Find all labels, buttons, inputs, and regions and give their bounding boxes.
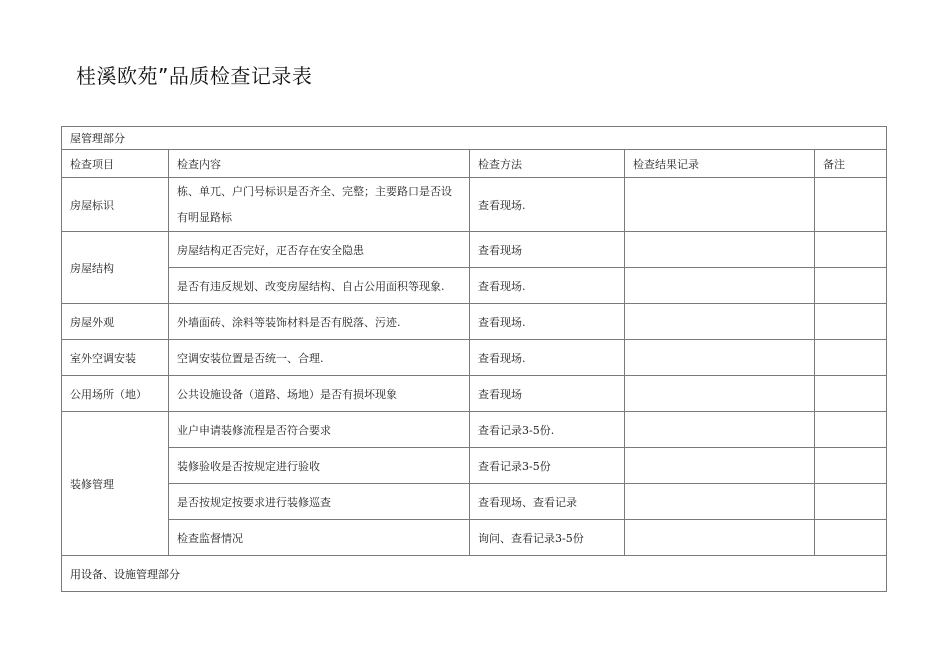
result-cell[interactable]	[625, 484, 815, 520]
header-result: 检查结果记录	[625, 150, 815, 178]
table-row	[62, 232, 887, 268]
table-row	[62, 412, 887, 448]
method-cell: 查看现场.	[470, 268, 625, 304]
content-cell: 空调安装位置是否统一、合理.	[169, 340, 470, 376]
table-row	[62, 484, 887, 520]
section-header-row	[62, 556, 887, 592]
item-cell: 装修管理	[62, 412, 169, 556]
item-cell: 室外空调安装	[62, 340, 169, 376]
content-cell: 业户申请装修流程是否符合要求	[169, 412, 470, 448]
method-cell: 查看现场	[470, 376, 625, 412]
content-cell: 外墙面砖、涂料等装饰材料是否有脱落、污迹.	[169, 304, 470, 340]
inspection-table	[61, 126, 887, 592]
result-cell[interactable]	[625, 520, 815, 556]
content-cell: 栋、单兀、户门号标识是否齐全、完整；主要路口是否设有明显路标	[169, 178, 470, 232]
table-row	[62, 376, 887, 412]
note-cell[interactable]	[815, 520, 887, 556]
content-cell: 装修验收是否按规定进行验收	[169, 448, 470, 484]
note-cell[interactable]	[815, 448, 887, 484]
table-row	[62, 520, 887, 556]
section-title-housing: 屋管理部分	[62, 127, 887, 150]
table-row	[62, 268, 887, 304]
section-title-facilities: 用设备、设施管理部分	[62, 556, 887, 592]
method-cell: 查看现场.	[470, 178, 625, 232]
result-cell[interactable]	[625, 448, 815, 484]
item-cell: 房屋结构	[62, 232, 169, 304]
note-cell[interactable]	[815, 304, 887, 340]
table-row	[62, 178, 887, 232]
result-cell[interactable]	[625, 304, 815, 340]
note-cell[interactable]	[815, 412, 887, 448]
content-cell: 检查监督情况	[169, 520, 470, 556]
header-item: 检查项目	[62, 150, 169, 178]
item-cell: 公用场所（地）	[62, 376, 169, 412]
item-cell: 房屋外观	[62, 304, 169, 340]
header-note: 备注	[815, 150, 887, 178]
result-cell[interactable]	[625, 376, 815, 412]
note-cell[interactable]	[815, 340, 887, 376]
method-cell: 查看现场、查看记录	[470, 484, 625, 520]
result-cell[interactable]	[625, 340, 815, 376]
page-title: 桂溪欧苑”品质检查记录表	[76, 64, 313, 88]
note-cell[interactable]	[815, 376, 887, 412]
table-row	[62, 448, 887, 484]
section-header-row	[62, 127, 887, 150]
result-cell[interactable]	[625, 178, 815, 232]
table-row	[62, 340, 887, 376]
method-cell: 查看记录3-5份	[470, 448, 625, 484]
note-cell[interactable]	[815, 268, 887, 304]
header-content: 检查内容	[169, 150, 470, 178]
content-cell: 是否按规定按要求进行装修巡查	[169, 484, 470, 520]
item-cell: 房屋标识	[62, 178, 169, 232]
method-cell: 查看现场.	[470, 340, 625, 376]
method-cell: 询问、查看记录3-5份	[470, 520, 625, 556]
content-cell: 公共设施设备（道路、场地）是否有损坏现象	[169, 376, 470, 412]
result-cell[interactable]	[625, 232, 815, 268]
method-cell: 查看现场	[470, 232, 625, 268]
note-cell[interactable]	[815, 178, 887, 232]
column-header-row	[62, 150, 887, 178]
header-method: 检查方法	[470, 150, 625, 178]
result-cell[interactable]	[625, 268, 815, 304]
result-cell[interactable]	[625, 412, 815, 448]
note-cell[interactable]	[815, 484, 887, 520]
note-cell[interactable]	[815, 232, 887, 268]
content-cell: 是否有违反规划、改变房屋结构、自占公用面积等现象.	[169, 268, 470, 304]
method-cell: 查看现场.	[470, 304, 625, 340]
method-cell: 查看记录3-5份.	[470, 412, 625, 448]
table-row	[62, 304, 887, 340]
content-cell: 房屋结构疋否完好，疋否存在安全隐患	[169, 232, 470, 268]
